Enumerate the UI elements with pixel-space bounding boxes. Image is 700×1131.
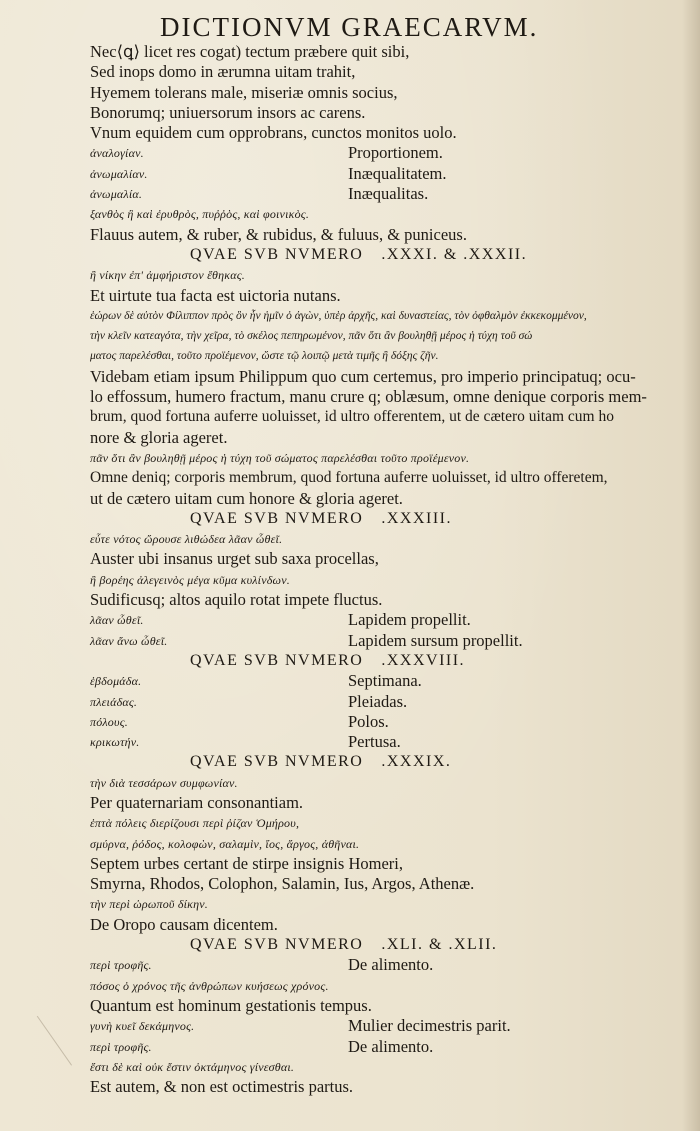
latin-line: Smyrna, Rhodos, Colophon, Salamin, Ius, Argos, Athenæ. [90, 874, 475, 894]
term-pair [90, 143, 670, 163]
latin-line: Sudificusq; altos aquilo rotat impete fluctus. [90, 590, 383, 610]
greek-line: πᾶν ὅτι ἂν βουληθῇ μέρος ἡ τύχη τοῦ σώματος παρελέσθαι τοῦτο προϊέμενον. [90, 450, 470, 465]
term-pair [90, 164, 670, 184]
latin-translation: De alimento. [348, 1036, 434, 1056]
latin-line: Videbam etiam ipsum Philippum quo cum certemus, pro imperio principatuq; ocu- [90, 366, 636, 386]
term-pair [90, 1016, 670, 1036]
latin-line: Nec⟨ꝗ⟩ licet res cogat) tectum præbere quit sibi, [90, 42, 410, 61]
section-heading [90, 935, 670, 955]
heading-label: QVAE SVB NVMERO [190, 509, 364, 527]
latin-translation: Proportionem. [348, 143, 443, 163]
term-pair [90, 671, 670, 691]
greek-line: ξανθὸς ἢ καὶ ἐρυθρὸς, πυῤῥὸς, καὶ φοινικὸς. [90, 207, 310, 222]
latin-translation: Polos. [348, 711, 389, 731]
greek-line: ἢ νίκην ἐπ' ἀμφήριστον ἔθηκας. [90, 268, 246, 283]
greek-term: ἑβδομάδα. [90, 674, 142, 689]
latin-line: Bonorumq; uniuersorum insors ac carens. [90, 102, 366, 122]
heading-label: QVAE SVB NVMERO [190, 936, 364, 954]
greek-line: εὖτε νότος ὤρουσε λιθώδεα λᾶαν ὦθεῖ. [90, 532, 283, 547]
heading-label: QVAE SVB NVMERO [190, 245, 364, 263]
greek-line: τὴν κλεῖν κατεαγότα, τὴν χεῖρα, τὸ σκέλος πεπηρωμένον, πᾶν ὅτι ἂν βουληθῇ μέρος ἡ τύχη τοῦ σώ [90, 330, 533, 343]
latin-translation: Lapidem sursum propellit. [348, 630, 523, 650]
page-body [90, 42, 670, 1097]
latin-translation: Inæqualitatem. [348, 163, 447, 183]
heading-label: QVAE SVB NVMERO [190, 651, 364, 669]
section-heading [90, 752, 670, 772]
greek-line: ἢ βορέης ἀλεγεινὸς μέγα κῦμα κυλίνδων. [90, 572, 290, 587]
section-heading [90, 245, 670, 265]
greek-term: γυνὴ κυεῖ δεκάμηνος. [90, 1019, 195, 1034]
latin-line: Hyemem tolerans male, miseriæ omnis socius, [90, 82, 398, 102]
greek-term: κρικωτήν. [90, 735, 140, 750]
greek-term: λᾶαν ὦθεῖ. [90, 613, 144, 628]
greek-term: πόλους. [90, 714, 128, 729]
page-edge-shadow [682, 0, 700, 1131]
section-heading [90, 651, 670, 671]
greek-line: ἔστι δὲ καὶ οὐκ ἔστιν ὀκτάμηνος γίνεσθαι. [90, 1059, 295, 1074]
latin-line: Quantum est hominum gestationis tempus. [90, 995, 372, 1015]
latin-line: De Oropo causam dicentem. [90, 914, 278, 934]
greek-line: ματος παρελέσθαι, τοῦτο προϊέμενον, ὥστε τῷ λοιπῷ μετὰ τιμῆς ἢ δόξης ζῆν. [90, 350, 439, 363]
heading-number: .XXXIII. [381, 509, 452, 527]
latin-line: Septem urbes certant de stirpe insignis Homeri, [90, 853, 403, 873]
term-pair [90, 732, 670, 752]
latin-line: Auster ubi insanus urget sub saxa procellas, [90, 549, 379, 569]
latin-line: Flauus autem, & ruber, & rubidus, & fuluus, & puniceus. [90, 224, 467, 244]
greek-term: λᾶαν ἄνω ὦθεῖ. [90, 633, 168, 648]
latin-translation: Pertusa. [348, 732, 401, 752]
latin-translation: Mulier decimestris parit. [348, 1016, 511, 1036]
greek-line: ἑώρων δὲ αὐτὸν Φίλιππον πρὸς ὃν ἦν ἡμῖν ὁ ἀγὼν, ὑπὲρ ἀρχῆς, καὶ δυναστείας, τὸν ὀφθαλμὸν ἐκκεκομμένον, [90, 309, 587, 322]
running-header: DICTIONVM GRAECARVM. [160, 12, 539, 42]
greek-line: ἑπτὰ πόλεις διερίζουσι περὶ ῥίζαν Ὁμήρου, [90, 816, 300, 831]
latin-translation: De alimento. [348, 955, 434, 975]
latin-translation: Inæqualitas. [348, 184, 429, 204]
heading-number: .XLI. & .XLII. [381, 936, 498, 954]
heading-number: .XXXIX. [381, 753, 452, 771]
term-pair [90, 1037, 670, 1057]
greek-term: περὶ τροφῆς. [90, 1039, 152, 1054]
page-crease [36, 1016, 72, 1066]
latin-translation: Lapidem propellit. [348, 610, 471, 630]
latin-line: ut de cætero uitam cum honore & gloria ageret. [90, 488, 403, 508]
greek-term: ἀναλογίαν. [90, 146, 144, 161]
latin-translation: Septimana. [348, 671, 422, 691]
latin-translation: Pleiadas. [348, 691, 408, 711]
heading-label: QVAE SVB NVMERO [190, 753, 364, 771]
latin-line: nore & gloria ageret. [90, 427, 228, 447]
section-heading [90, 509, 670, 529]
term-pair [90, 184, 670, 204]
greek-line: τὴν διὰ τεσσάρων συμφωνίαν. [90, 775, 238, 790]
latin-line: lo effossum, humero fractum, manu crure q; oblæsum, omne denique corporis mem- [90, 387, 647, 407]
term-pair [90, 692, 670, 712]
heading-number: .XXXI. & .XXXII. [381, 245, 528, 263]
greek-term: ἀνωμαλίαν. [90, 166, 148, 181]
greek-term: πλειάδας. [90, 694, 138, 709]
latin-line: Et uirtute tua facta est uictoria nutans. [90, 285, 341, 305]
term-pair [90, 955, 670, 975]
latin-line: Per quaternariam consonantiam. [90, 792, 304, 812]
term-pair [90, 610, 670, 630]
greek-term: περὶ τροφῆς. [90, 958, 152, 973]
term-pair [90, 631, 670, 651]
latin-line: Omne deniq; corporis membrum, quod fortuna auferre uoluisset, id ultro offeretem, [90, 469, 608, 487]
greek-term: ἀνωμαλία. [90, 187, 143, 202]
greek-line: τὴν περὶ ὠρωποῦ δίκην. [90, 897, 208, 912]
greek-line: σμύρνα, ῥόδος, κολοφὼν, σαλαμὶν, ἴος, ἄργος, ἀθῆναι. [90, 836, 360, 851]
term-pair [90, 712, 670, 732]
heading-number: .XXXVIII. [381, 651, 466, 669]
latin-line: brum, quod fortuna auferre uoluisset, id ultro offerentem, ut de cætero uitam cum ho [90, 408, 614, 426]
latin-line: Sed inops domo in ærumna uitam trahit, [90, 62, 356, 82]
latin-line: Est autem, & non est octimestris partus. [90, 1077, 354, 1097]
greek-line: πόσος ὁ χρόνος τῆς ἀνθρώπων κυήσεως χρόνος. [90, 978, 329, 993]
latin-line: Vnum equidem cum opprobrans, cunctos monitos uolo. [90, 123, 457, 143]
